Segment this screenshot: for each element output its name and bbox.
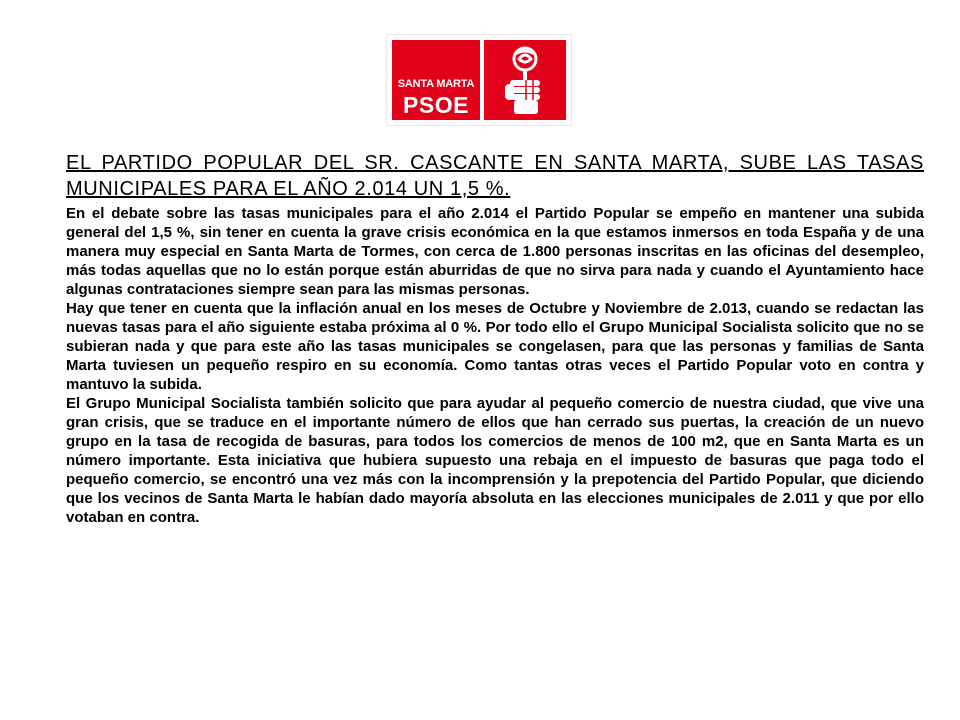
fist-and-rose-icon [502, 44, 548, 116]
logo-city-label: SANTA MARTA [397, 78, 475, 90]
article-headline: EL PARTIDO POPULAR DEL SR. CASCANTE EN SANTA MARTA, SUBE LAS TASAS MUNICIPALES PARA EL AÑO 2.014 UN 1,5 %. [66, 152, 924, 200]
logo-party-label: PSOE [403, 92, 469, 118]
logo-emblem-block [484, 40, 566, 120]
logo-text-block [392, 40, 480, 120]
article-paragraph-3: El Grupo Municipal Socialista también solicito que para ayudar al pequeño comercio de nuestra ciudad, que vive una gran crisis, que se traduce en el importante número de ellos que han cerrado sus puertas, la creación de un nuevo grupo en la tasa de recogida de basuras, para todos los comercios de menos de 100 m2, que en Santa Marta es un número importante. Esta iniciativa que hubiera supuesto una rebaja en el impuesto de basuras que paga todo el pequeño comercio, se encontró una vez más con la incomprensión y la prepotencia del Partido Popular, que diciendo que los vecinos de Santa Marta le habían dado mayoría absoluta en las elecciones municipales de 2.011 y que por ello votaban en contra. [66, 395, 924, 526]
article-paragraph-1: En el debate sobre las tasas municipales para el año 2.014 el Partido Popular se empeño en mantener una subida general del 1,5 %, sin tener en cuenta la grave crisis económica en la que estamos inmersos en toda España y de una manera muy especial en Santa Marta de Tormes, con cerca de 1.800 personas inscritas en las oficinas del desempleo, más todas aquellas que no lo están porque están aburridas de que no sirva para nada y cuando el Ayuntamiento hace algunas contrataciones siempre sean para las mismas personas. [66, 205, 924, 298]
article-paragraph-2: Hay que tener en cuenta que la inflación anual en los meses de Octubre y Noviembre de 2.013, cuando se redactan las nuevas tasas para el año siguiente estaba próxima al 0 %. Por todo ello el Grupo Municipal Socialista solicito que no se subieran nada y que para este año las tasas municipales se congelasen, para que las personas y familias de Santa Marta tuviesen un pequeño respiro en su economía. Como tantas otras veces el Partido Popular voto en contra y mantuvo la subida. [66, 300, 924, 393]
article [66, 150, 924, 527]
psoe-logo [386, 34, 572, 126]
